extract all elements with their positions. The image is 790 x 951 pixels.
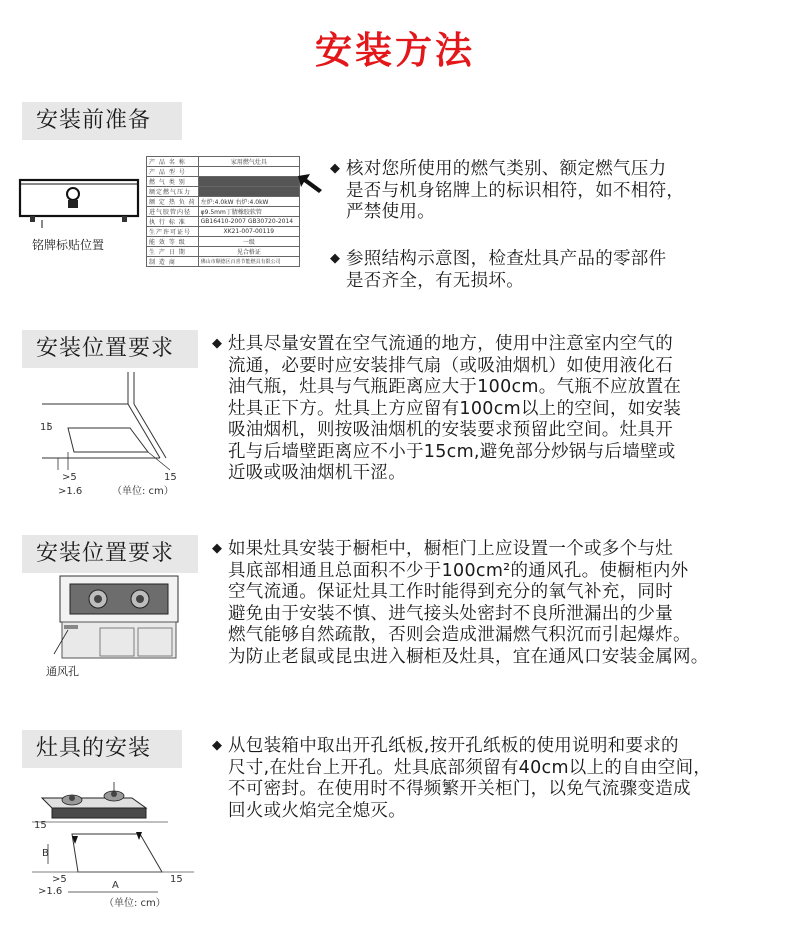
svg-text:（单位: cm）: （单位: cm） (104, 898, 166, 909)
section-heading-preparation: 安装前准备 (22, 102, 182, 140)
svg-text:>1.6: >1.6 (38, 886, 63, 897)
svg-text:15: 15 (164, 472, 177, 483)
cutout-installation-diagram (28, 772, 200, 922)
section-heading-location-1: 安装位置要求 (22, 330, 198, 368)
section-heading-location-2: 安装位置要求 (22, 535, 198, 573)
svg-text:15: 15 (34, 820, 47, 831)
section-heading-installation: 灶具的安装 (22, 730, 182, 768)
svg-text:B: B (42, 848, 49, 859)
cabinet-ventilation-diagram (40, 574, 200, 666)
svg-text:A: A (112, 880, 119, 891)
svg-text:15: 15 (170, 874, 183, 885)
section-3-paragraph: ◆ 如果灶具安装于橱柜中，橱柜门上应设置一个或多个与灶 具底部相通且总面积不少于100cm²的通风孔。使橱柜内外 空气流通。保证灶具工作时能得到充分的氧气补充，同时 避免由于安装不慎、进气接头处密封不良所泄漏出的少量 燃气能够自然疏散，否则会造成泄漏燃气积沉而引起爆炸。 为防止老鼠或昆虫进入橱柜及灶具，宜在通风口安装金属网。 (212, 539, 709, 667)
svg-text:>1.6: >1.6 (58, 486, 83, 497)
svg-text:15: 15 (40, 422, 53, 433)
section-1-paragraph-2: ◆ 参照结构示意图，检查灶具产品的零部件 是否齐全，有无损坏。 (330, 249, 667, 291)
svg-text:>5: >5 (52, 874, 67, 885)
section-2-paragraph: ◆ 灶具尽量安置在空气流通的地方，使用中注意室内空气的 流通，必要时应安装排气扇（或吸油烟机）如使用液化石 油气瓶，灶具与气瓶距离应大于100cm。气瓶不应放置在 灶具正下方。灶具上方应留有100cm以上的空间，如安装 吸油烟机，则按吸油烟机的安装要求预留此空间。灶具开 孔与后墙壁距离应不小于15cm,避免部分炒锅与后墙壁或 近吸或吸油烟机干涩。 (212, 334, 682, 483)
pointer-arrow-icon (296, 170, 324, 194)
nameplate-spec-table: 产 品 名 称 家用燃气灶具 产 品 型 号 燃 气 类 别 额定燃气压力 额 定 热 负 荷 左炉:4.0kW 右炉:4.0kW 进气胶管内径 φ9.5mm丁腈橡胶软管 执 行 标 准 GB16410-2007 GB30720-2014 生产许可证号 XK21-007-00119 能 效 等 级 一级 生 产 日 期 见合格证 制 造 商 佛山市顺德区百喜节能燃具有限公司 (146, 156, 300, 267)
page-title: 安装方法 (315, 29, 475, 72)
section-1-paragraph-1: ◆ 核对您所使用的燃气类别、额定燃气压力 是否与机身铭牌上的标识相符，如不相符， 严禁使用。 (330, 159, 685, 222)
svg-text:（单位: cm）: （单位: cm） (112, 486, 174, 497)
nameplate-caption: 铭牌标贴位置 (32, 238, 105, 252)
svg-text:>5: >5 (62, 472, 77, 483)
countertop-clearance-diagram (28, 370, 198, 500)
stove-nameplate-figure (18, 172, 142, 228)
vent-hole-caption: 通风孔 (46, 665, 79, 678)
section-4-paragraph: ◆ 从包装箱中取出开孔纸板,按开孔纸板的使用说明和要求的 尺寸,在灶台上开孔。灶具底部须留有40cm以上的自由空间， 不可密封。在使用时不得频繁开关柜门，以免气流骤变造成 回火或火焰完全熄灭。 (212, 736, 712, 821)
